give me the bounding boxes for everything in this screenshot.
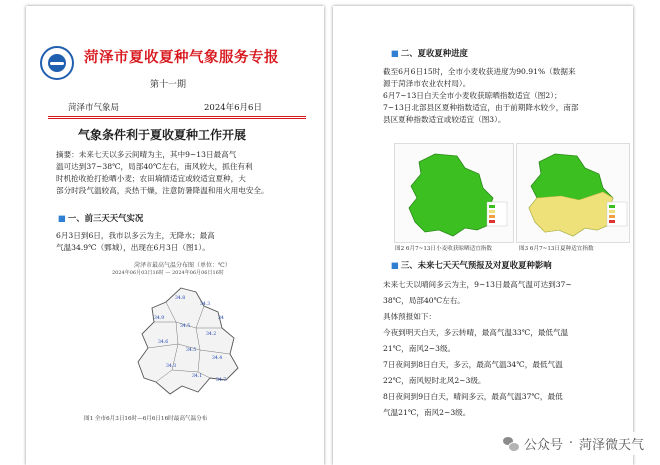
abstract-line: 摘要：未来七天以多云间晴为主，其中9~13日最高气 xyxy=(56,150,237,159)
right-document-page xyxy=(333,6,633,465)
body-line: 具体预报如下： xyxy=(383,312,437,321)
section-2-body xyxy=(383,66,623,126)
figure-3-caption: 图3 6月7~13日夏种适宜指数 xyxy=(519,246,594,252)
body-line: 未来七天以晴间多云为主，9~13日最高气温可达到37~ xyxy=(383,280,572,289)
body-line: 今夜到明天白天，多云转晴，最高气温33℃，最低气温 xyxy=(383,328,569,337)
heze-max-temperature-map xyxy=(126,282,246,402)
abstract-line: 温可达到37~38℃，局部40℃左右，南风较大，抓住有利 xyxy=(56,162,253,171)
watermark-prefix: 公众号 xyxy=(523,438,563,453)
section-2-heading-text: 二、夏收夏种进度 xyxy=(400,48,468,58)
body-line: 源于菏泽市农业农村局）。 xyxy=(383,79,471,88)
figure-3-map-frame xyxy=(516,143,630,243)
temperature-value: 34.8 xyxy=(175,296,186,301)
body-line: 8日夜间到9日白天，晴间多云，最高气温37℃，最低 xyxy=(383,392,563,401)
body-line: 7日夜间到8日白天，多云，最高气温34℃，最低气温 xyxy=(383,360,563,369)
section-1-heading-text: 一、前三天天气实况 xyxy=(67,213,144,223)
temperature-value: 34.3 xyxy=(200,302,211,307)
issue-date: 2024年6月6日 xyxy=(204,103,262,113)
body-line: 7~13日北部县区夏种指数适宜，由于前期降水较少，南部 xyxy=(383,103,579,112)
body-line: 截至6月6日15时，全市小麦收获进度为90.91%（数据来 xyxy=(383,67,576,76)
temperature-value: 34.4 xyxy=(212,356,223,361)
watermark-separator: · xyxy=(568,436,573,451)
section-1-body xyxy=(56,230,306,254)
temperature-value: 34.5 xyxy=(186,348,197,353)
abstract xyxy=(56,149,306,197)
body-line: 气温34.9℃（鄄城），出现在6月3日（图1）。 xyxy=(56,243,210,252)
figure-1-caption: 图1 全市6月3日16时—6月6日16时最高气温分布 xyxy=(84,416,208,422)
body-line: 6月3日到6日，我市以多云为主，无降水；最高 xyxy=(56,231,215,240)
body-line: 22℃，南风短时北风2~3级。 xyxy=(383,376,486,385)
map1-subtitle: 2024年06月03日16时 — 2024年06月06日16时 xyxy=(112,270,224,276)
issuer: 菏泽市气象局 xyxy=(68,103,120,113)
section-2-heading xyxy=(391,47,468,59)
temperature-value: 34.9 xyxy=(154,316,165,321)
wechat-icon xyxy=(503,437,518,451)
temperature-value: 34.1 xyxy=(192,374,203,379)
figure-2-map-frame xyxy=(394,143,514,243)
section-bullet-icon: ■ xyxy=(391,260,399,270)
red-divider xyxy=(48,116,306,117)
figure-2-caption: 图2 6月7~13日小麦收获晾晒适宜指数 xyxy=(395,246,492,252)
section-1-heading xyxy=(58,212,143,224)
temperature-value: 34.5 xyxy=(180,324,191,329)
abstract-line: 部分时段气温较高，炎热干燥，注意防暑降温和用火用电安全。 xyxy=(56,186,269,195)
wechat-watermark xyxy=(499,432,648,455)
body-line: 气温21℃，南风2~3级。 xyxy=(383,408,471,417)
meteorological-bureau-logo-icon xyxy=(40,46,74,80)
headline: 气象条件利于夏收夏种工作开展 xyxy=(78,128,247,142)
section-3-heading xyxy=(391,259,552,271)
temperature-value: 34.6 xyxy=(158,340,169,345)
bulletin-title: 菏泽市夏收夏种气象服务专报 xyxy=(84,49,279,66)
temperature-value: 34.7 xyxy=(216,378,227,383)
section-bullet-icon: ■ xyxy=(58,213,66,223)
section-bullet-icon: ■ xyxy=(391,48,399,58)
body-line: 21℃，南风2~3级。 xyxy=(383,344,456,353)
body-line: 38℃，局部40℃左右。 xyxy=(383,296,465,305)
left-document-page xyxy=(26,6,324,465)
map1-title: 菏泽市最高气温分布图（单位：℃） xyxy=(134,262,231,269)
temperature-value: 34 xyxy=(218,316,224,321)
abstract-line: 时机抢收抢打抢晒小麦；农田墒情适宜或较适宜夏种，大 xyxy=(56,174,246,183)
temperature-value: 34.2 xyxy=(206,332,217,337)
watermark-account: 菏泽微天气 xyxy=(578,438,644,453)
body-line: 6月7~13日白天全市小麦收获晾晒指数适宜（图2）； xyxy=(383,91,562,100)
body-line: 县区夏种指数适宜或较适宜（图3）。 xyxy=(383,115,506,124)
issue-number: 第十一期 xyxy=(150,80,187,90)
section-3-heading-text: 三、未来七天天气预报及对夏收夏种影响 xyxy=(400,260,552,270)
red-divider xyxy=(48,118,306,119)
temperature-value: 34.3 xyxy=(166,364,177,369)
section-3-body xyxy=(383,277,625,421)
wheat-harvest-index-map xyxy=(395,144,513,242)
summer-sowing-index-map xyxy=(517,144,629,242)
